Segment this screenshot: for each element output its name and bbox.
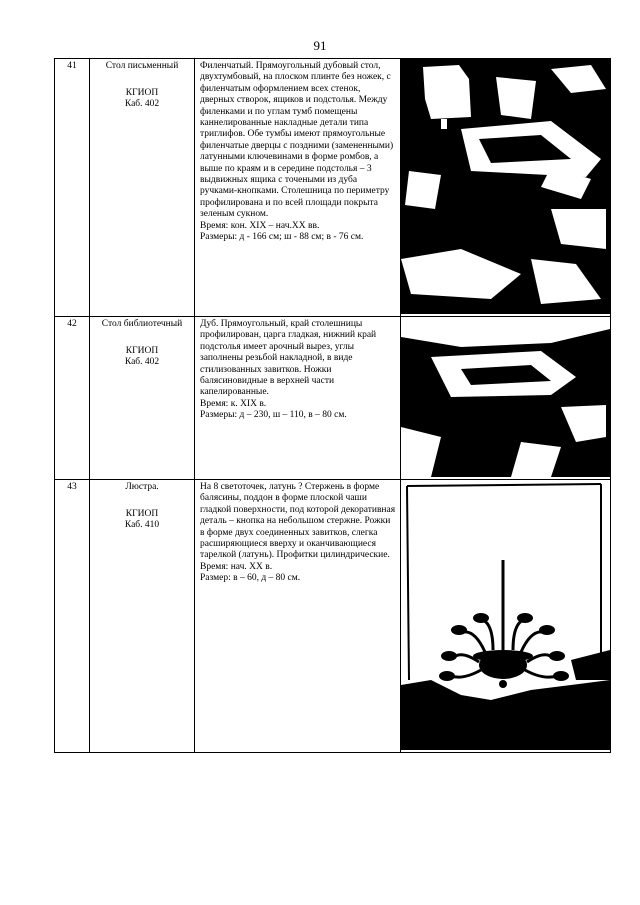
inventory-table	[54, 58, 611, 753]
item-description: На 8 светоточек, латунь ? Стержень в форме балясины, поддон в форме плоской чаши гладкой поверхности, под которой декоративная деталь – кнопка на небольшом стержне. Рожки в форме двух соединенных завитков, слегка расширяющиеся вверху и оканчивающиеся тарелкой (латунь). Профитки цилиндрические.	[200, 482, 396, 561]
item-time: Время: к. XIX в.	[200, 398, 267, 409]
desk-photo-icon	[401, 59, 610, 314]
item-number: 41	[55, 59, 90, 317]
item-description: Филенчатый. Прямоугольный дубовый стол, двухтумбовый, на плоском плинте без ножек, с филенчатым оформлением всех стенок, дверных створок, ящиков и подстолья. Между филенками и по углам тумб помещены каннелированные накладные детали типа триглифов. Обе тумбы имеют прямоугольные филенчатые дверцы с поздними (замененными) латунными ключевинами в форме ромбов, а выше по краям и в середине подстолья – 3 выдвижных ящика с точеными из дуба ручками-кнопками. Столешница по периметру профилирована и по всей площади покрыта зеленым сукном.	[200, 61, 394, 220]
item-name: Стол библиотечный	[101, 319, 183, 329]
item-time: Время: кон. XIX – нач.XX вв.	[200, 220, 320, 231]
table-row	[55, 317, 611, 480]
item-org: КГИОП	[125, 346, 159, 356]
page-number: 91	[313, 38, 327, 53]
item-name-cell	[90, 480, 195, 753]
item-description-cell	[195, 59, 401, 317]
item-room: Каб. 402	[124, 99, 160, 109]
item-photo-cell	[401, 480, 611, 753]
item-name: Люстра.	[125, 482, 159, 492]
item-size: Размеры: д - 166 см; ш - 88 см; в - 76 см.	[200, 232, 364, 243]
item-org: КГИОП	[125, 88, 159, 98]
item-description-cell	[195, 317, 401, 480]
item-room: Каб. 402	[124, 357, 160, 367]
item-size: Размер: в – 60, д – 80 см.	[200, 573, 301, 584]
item-description: Дуб. Прямоугольный, край столешницы профилирован, царга гладкая, нижний край подстолья имеет арочный вырез, углы заполнены резьбой накладной, в виде стилизованных завитков. Ножки балясиновидные в верхней части капелированные.	[200, 319, 377, 398]
item-org: КГИОП	[125, 509, 159, 519]
item-room: Каб. 410	[124, 520, 160, 530]
item-time: Время: нач. XX в.	[200, 561, 273, 572]
item-description-cell	[195, 480, 401, 753]
table-row	[55, 59, 611, 317]
item-number: 42	[55, 317, 90, 480]
table-row	[55, 480, 611, 753]
item-name: Стол письменный	[105, 61, 179, 71]
item-photo-cell	[401, 317, 611, 480]
item-photo-cell	[401, 59, 611, 317]
item-size: Размеры: д – 230, ш – 110, в – 80 см.	[200, 410, 347, 421]
chandelier-photo-icon	[401, 480, 610, 750]
item-number: 43	[55, 480, 90, 753]
item-name-cell	[90, 59, 195, 317]
library-table-photo-icon	[401, 317, 610, 477]
item-name-cell	[90, 317, 195, 480]
